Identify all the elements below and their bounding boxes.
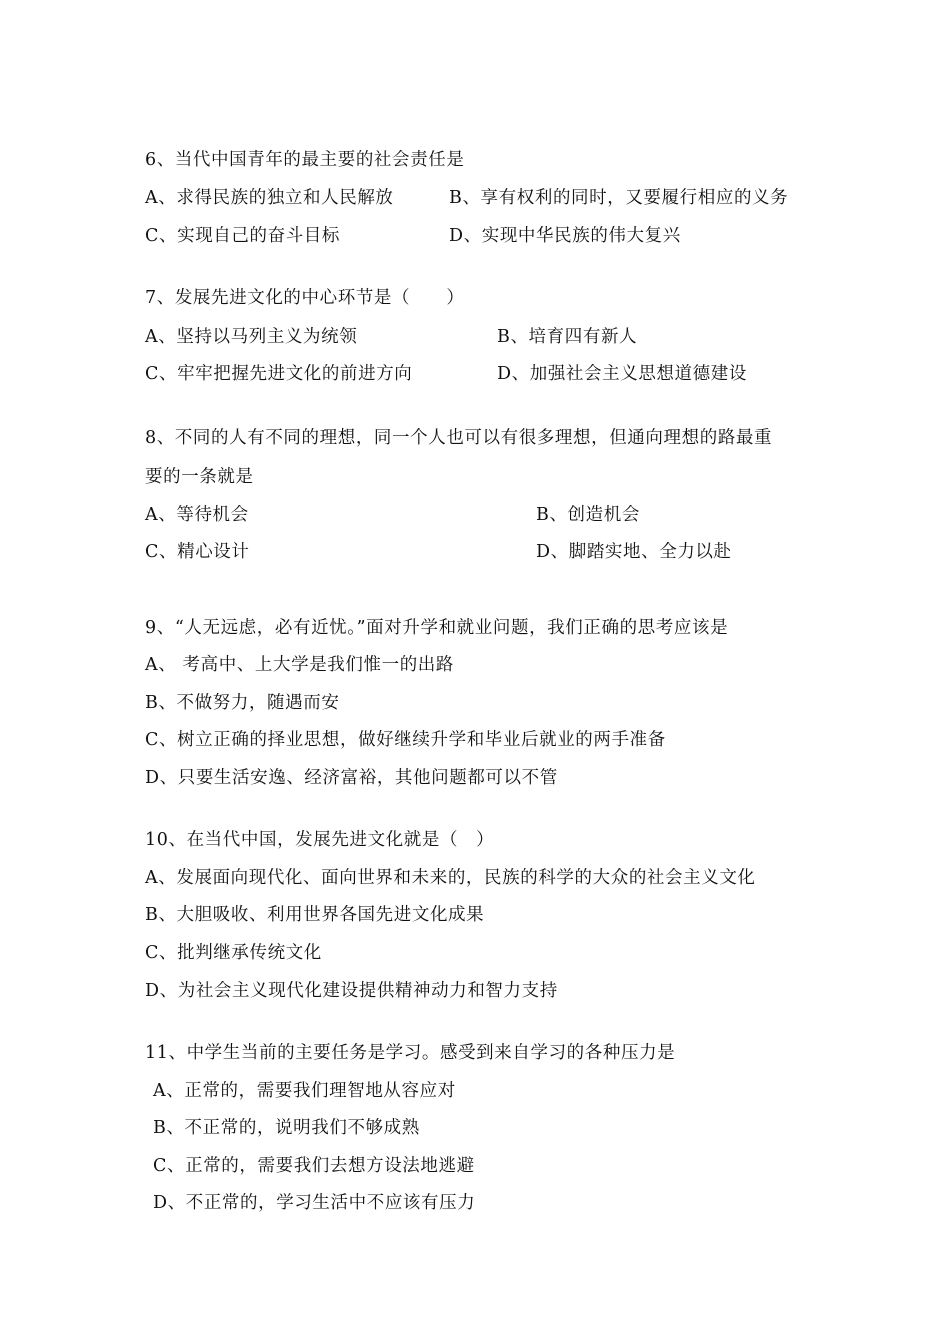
question-10-stem: 10、在当代中国，发展先进文化就是（ ）: [145, 830, 495, 850]
question-6-option-a: A、求得民族的独立和人民解放: [145, 188, 394, 208]
question-9-option-d: D、只要生活安逸、经济富裕，其他问题都可以不管: [145, 768, 558, 788]
question-8-stem-line-1: 8、不同的人有不同的理想，同一个人也可以有很多理想，但通向理想的路最重: [145, 428, 773, 448]
question-10-option-b: B、大胆吸收、利用世界各国先进文化成果: [145, 905, 485, 925]
question-11-stem: 11、中学生当前的主要任务是学习。感受到来自学习的各种压力是: [145, 1043, 676, 1063]
question-7-option-d: D、加强社会主义思想道德建设: [497, 364, 747, 384]
question-9-stem: 9、“人无远虑，必有近忧。”面对升学和就业问题，我们正确的思考应该是: [145, 618, 729, 638]
question-8-option-b: B、创造机会: [536, 505, 640, 525]
question-10-option-c: C、批判继承传统文化: [145, 943, 322, 963]
question-11-option-c: C、正常的，需要我们去想方设法地逃避: [153, 1156, 475, 1176]
question-7-option-c: C、牢牢把握先进文化的前进方向: [145, 364, 413, 384]
question-7-option-a: A、坚持以马列主义为统领: [145, 327, 358, 347]
question-6-option-d: D、实现中华民族的伟大复兴: [449, 226, 681, 246]
question-9-option-b: B、不做努力，随遇而安: [145, 693, 340, 713]
question-7-option-b: B、培育四有新人: [497, 327, 638, 347]
question-7-stem: 7、发展先进文化的中心环节是（ ）: [145, 288, 465, 308]
question-8-stem-line-2: 要的一条就是: [145, 467, 254, 487]
question-11-option-b: B、不正常的，说明我们不够成熟: [153, 1118, 420, 1138]
question-8-option-a: A、等待机会: [145, 505, 249, 525]
question-10-option-a: A、发展面向现代化、面向世界和未来的，民族的科学的大众的社会主义文化: [145, 868, 756, 888]
question-9-option-a: A、 考高中、上大学是我们惟一的出路: [145, 655, 454, 675]
question-6-option-b: B、享有权利的同时，又要履行相应的义务: [449, 188, 789, 208]
question-6-option-c: C、实现自己的奋斗目标: [145, 226, 340, 246]
question-11-option-a: A、正常的，需要我们理智地从容应对: [153, 1081, 456, 1101]
question-9-option-c: C、树立正确的择业思想，做好继续升学和毕业后就业的两手准备: [145, 730, 666, 750]
question-10-option-d: D、为社会主义现代化建设提供精神动力和智力支持: [145, 981, 558, 1001]
question-8-option-c: C、精心设计: [145, 542, 250, 562]
question-6-stem: 6、当代中国青年的最主要的社会责任是: [145, 150, 465, 170]
question-8-option-d: D、脚踏实地、全力以赴: [536, 542, 732, 562]
question-11-option-d: D、不正常的，学习生活中不应该有压力: [153, 1193, 476, 1213]
